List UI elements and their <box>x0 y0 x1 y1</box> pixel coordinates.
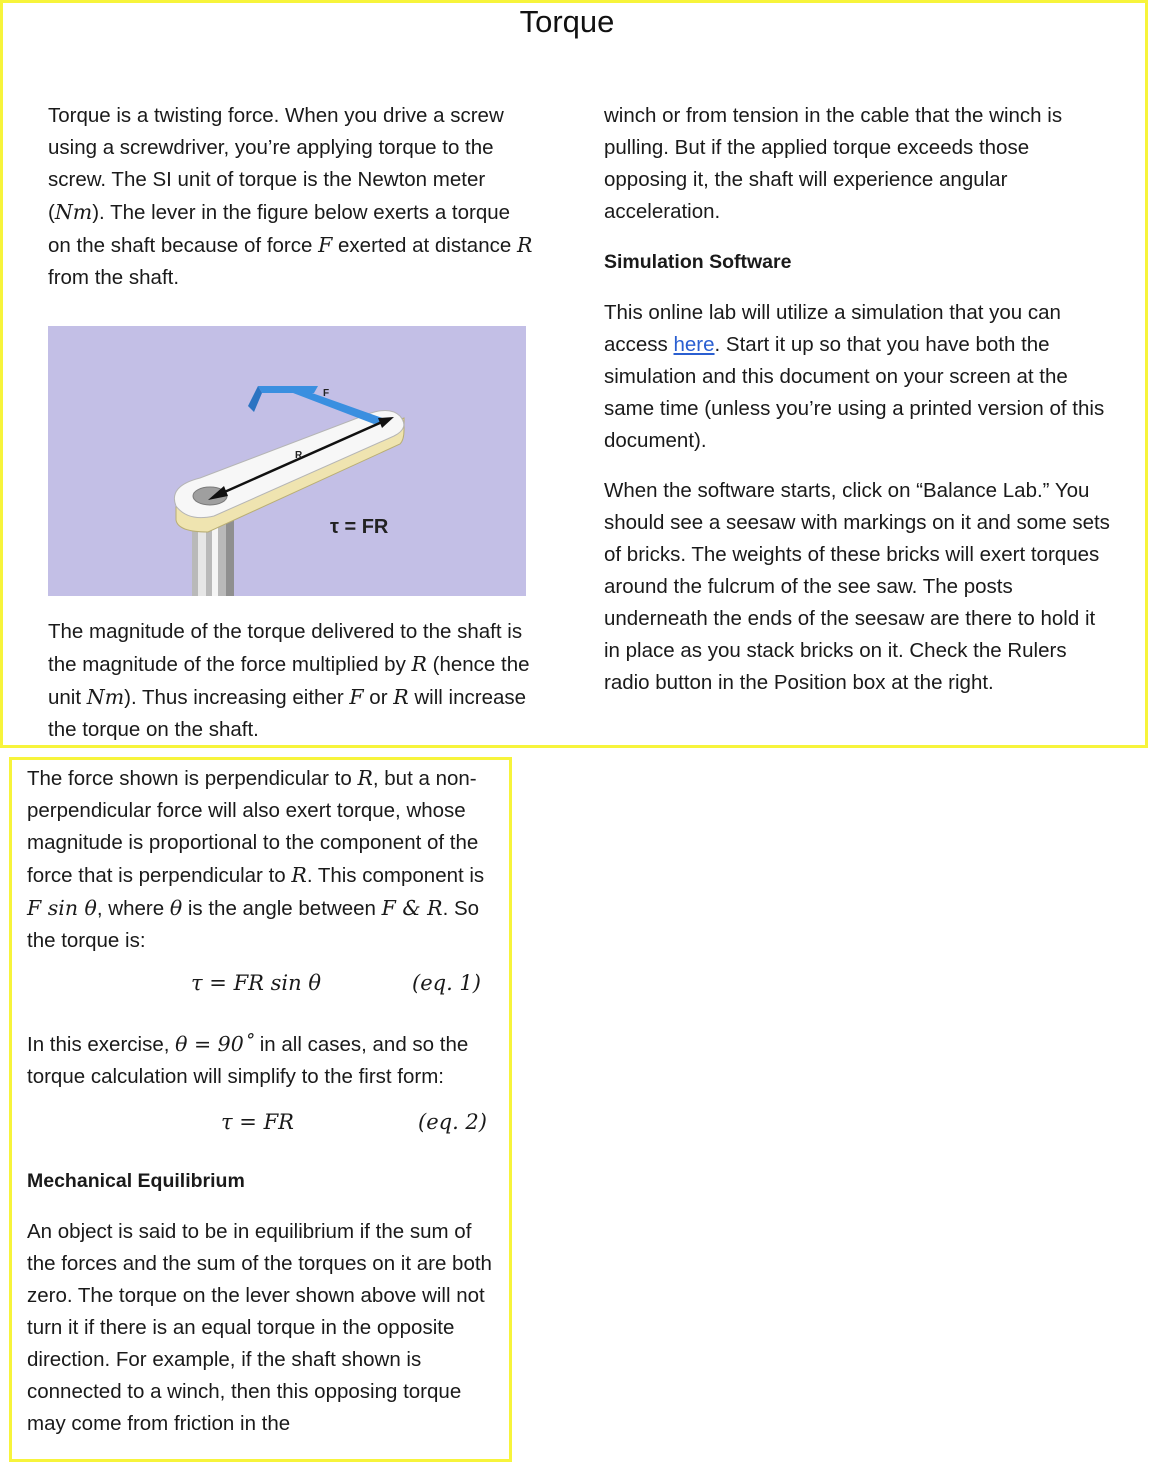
simulation-software-heading: Simulation Software <box>604 251 792 273</box>
simulation-paragraph: This online lab will utilize a simulation that you can access here. Start it up so that you have both the simulation and this document on your screen at the same time (unless you’re using a printed version of this document). <box>604 301 1105 452</box>
equilibrium-paragraph: An object is said to be in equilibrium if the sum of the forces and the sum of the torques on it are both zero. The torque on the lever shown above will not turn it if there is an equal torque in the opposite direction. For example, if the shaft shown is connected to a winch, then this opposing torque may come from friction in the <box>27 1220 492 1435</box>
equation-1-label: (eq. 1) <box>412 971 481 995</box>
page-title: Torque <box>519 4 615 39</box>
f-label: F <box>323 388 330 399</box>
r-label: R <box>295 450 303 461</box>
intro-paragraph: Torque is a twisting force. When you drive a screw using a screwdriver, you’re applying torque to the screw. The SI unit of torque is the Newton meter (Nm). The lever in the figure below exerts a torque on the shaft because of force F exerted at distance R from the shaft. <box>48 104 533 289</box>
equation-2-label: (eq. 2) <box>418 1110 487 1134</box>
winch-paragraph: winch or from tension in the cable that the winch is pulling. But if the applied torque exceeds those opposing it, the shaft will experience angular acceleration. <box>604 104 1063 223</box>
balance-lab-paragraph: When the software starts, click on “Balance Lab.” You should see a seesaw with markings on it and some sets of bricks. The weights of these bricks will exert torques around the fulcrum of the see saw. The posts underneath the ends of the seesaw are there to hold it in place as you stack bricks on it. Check the Rulers radio button in the Position box at the right. <box>604 479 1110 694</box>
equation-1: τ = FR sin θ <box>191 971 321 995</box>
magnitude-paragraph: The magnitude of the torque delivered to the shaft is the magnitude of the force multiplied by R (hence the unit Nm). Thus increasing either F or R will increase the torque on the shaft. <box>48 620 530 741</box>
perpendicular-paragraph: The force shown is perpendicular to R, but a non-perpendicular force will also exert torque, whose magnitude is proportional to the component of the force that is perpendicular to R. This component is F sin θ, where θ is the angle between F & R. So the torque is: <box>27 766 485 952</box>
mechanical-equilibrium-heading: Mechanical Equilibrium <box>27 1170 245 1192</box>
here-link[interactable]: here <box>673 333 715 356</box>
lever-figure <box>48 326 526 596</box>
torque-equation-label: τ = FR <box>330 516 389 538</box>
force-handle <box>248 386 388 424</box>
exercise-paragraph: In this exercise, θ = 90˚ in all cases, and so the torque calculation will simplify to the first form: <box>27 1032 469 1088</box>
equation-2: τ = FR <box>221 1110 294 1134</box>
